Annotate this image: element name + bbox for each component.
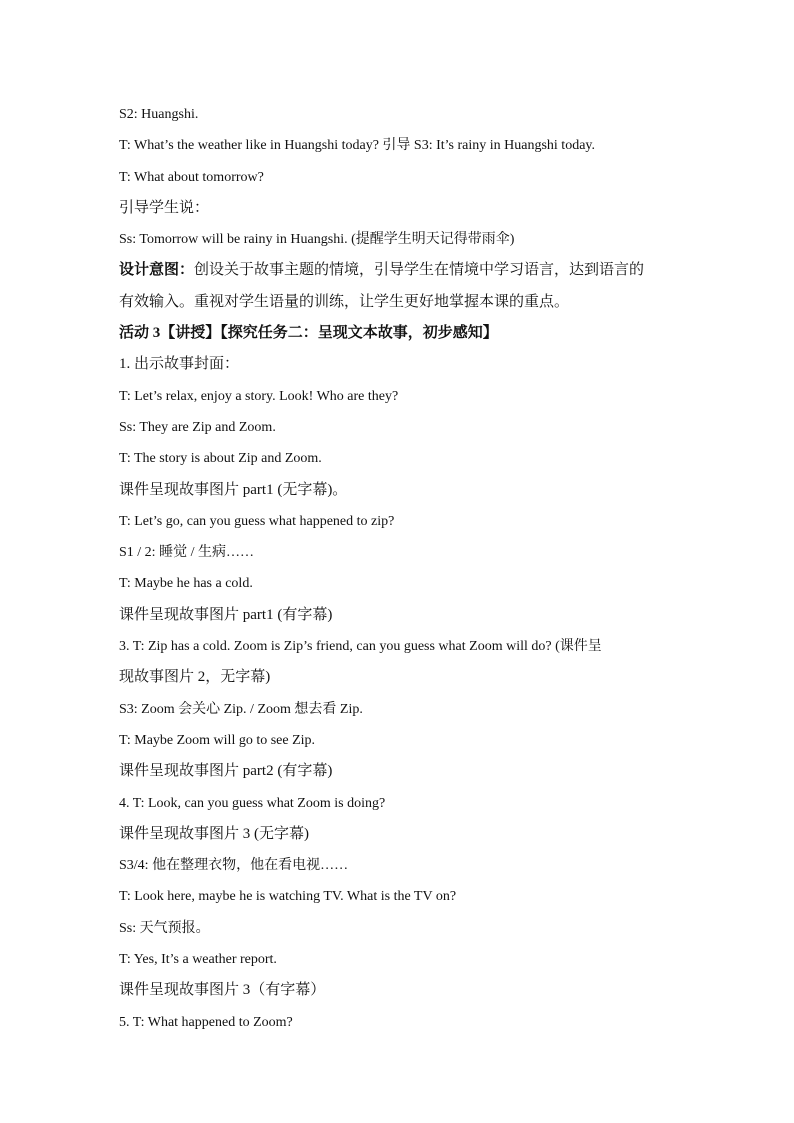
text-line-22: 课件呈现故事图片 part2 (有字幕) <box>119 763 333 780</box>
text-line-11: Ss: They are Zip and Zoom. <box>119 419 276 435</box>
text-line-3: T: What about tomorrow? <box>119 169 264 185</box>
text-line-2: T: What’s the weather like in Huangshi today? 引导 S3: It’s rainy in Huangshi today. <box>119 138 595 154</box>
text-line-5: Ss: Tomorrow will be rainy in Huangshi. (提醒学生明天记得带雨伞) <box>119 232 515 248</box>
text-line-17: 课件呈现故事图片 part1 (有字幕) <box>119 606 333 623</box>
text-line-26: T: Look here, maybe he is watching TV. What is the TV on? <box>119 889 457 905</box>
text-line-24: 课件呈现故事图片 3 (无字幕) <box>119 825 309 842</box>
text-line-13: 课件呈现故事图片 part1 (无字幕)。 <box>119 481 348 498</box>
text-line-4: 引导学生说： <box>119 199 210 216</box>
text-line-27: Ss: 天气预报。 <box>119 920 210 936</box>
design-intent-text: 创设关于故事主题的情境，引导学生在情境中学习语言，达到语言的 <box>194 262 645 279</box>
text-line-15: S1 / 2: 睡觉 / 生病…… <box>119 545 254 561</box>
text-line-14: T: Let’s go, can you guess what happened to zip? <box>119 513 395 529</box>
text-line-10: T: Let’s relax, enjoy a story. Look! Who are they? <box>119 388 399 404</box>
text-line-30: 5. T: What happened to Zoom? <box>119 1014 293 1030</box>
text-line-18: 3. T: Zip has a cold. Zoom is Zip’s friend, can you guess what Zoom will do? (课件呈 <box>119 639 602 655</box>
text-line-16: T: Maybe he has a cold. <box>119 576 253 592</box>
text-line-29: 课件呈现故事图片 3（有字幕） <box>119 982 326 999</box>
text-line-20: S3: Zoom 会关心 Zip. / Zoom 想去看 Zip. <box>119 701 363 717</box>
design-intent-label: 设计意图： <box>119 262 195 279</box>
text-line-23: 4. T: Look, can you guess what Zoom is doing? <box>119 795 386 811</box>
activity-heading: 活动 3【讲授】【探究任务二：呈现文本故事，初步感知】 <box>119 325 498 342</box>
text-line-1: S2: Huangshi. <box>119 107 199 122</box>
design-intent-line-1 <box>119 255 679 286</box>
document-body <box>119 99 679 1038</box>
text-line-25: S3/4: 他在整理衣物，他在看电视…… <box>119 858 349 874</box>
text-line-28: T: Yes, It’s a weather report. <box>119 952 277 968</box>
text-line-19: 现故事图片 2，无字幕) <box>119 669 271 686</box>
text-line-9: 1. 出示故事封面： <box>119 356 240 373</box>
design-intent-line-2: 有效输入。重视对学生语量的训练，让学生更好地掌握本课的重点。 <box>119 293 570 310</box>
text-line-21: T: Maybe Zoom will go to see Zip. <box>119 732 316 748</box>
text-line-12: T: The story is about Zip and Zoom. <box>119 451 322 467</box>
